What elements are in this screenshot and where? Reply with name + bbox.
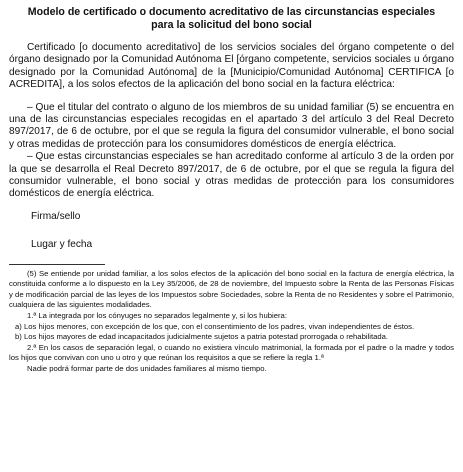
footnote-separator xyxy=(9,264,105,265)
place-date-label: Lugar y fecha xyxy=(31,239,93,251)
footnote-item-1: 1.ª La integrada por los cónyuges no separados legalmente y, si los hubiera: xyxy=(27,311,287,321)
footnote-item-1a: a) Los hijos menores, con excepción de los que, con el consentimiento de los padres, vivan independientes de éstos. xyxy=(15,321,415,331)
certificate-intro: Certificado [o documento acreditativo] de los servicios sociales del órgano competente o del órgano designado por la Comunidad Autónoma El [órgano competente, servicios sociales u órgano designado por la Comunidad Autónoma] de la [Municipio/Comunidad Autónoma] CERTIFICA [o ACREDITA], a los solos efectos de la aplicación del bono social en la factura eléctrica: xyxy=(9,42,454,91)
signature-label: Firma/sello xyxy=(31,210,81,222)
footnote-5: (5) Se entiende por unidad familiar, a los solos efectos de la aplicación del bono social en la factura de energía eléctrica, la constituida conforme a lo dispuesto en la Ley 35/2006, de 28 de noviembre, del Impuesto sobre la Renta de las Personas Físicas y de modificación parcial de las leyes de los Impuestos sobre Sociedades, sobre la Renta de no Residentes y sobre el Patrimonio, cualquiera de las siguientes modalidades. xyxy=(9,268,454,310)
footnote-item-1b: b) Los hijos mayores de edad incapacitados judicialmente sujetos a patria potestad prorrogada o rehabilitada. xyxy=(15,332,389,342)
clause-special-circumstances: – Que el titular del contrato o alguno de los miembros de su unidad familiar (5) se encuentra en una de las circunstancias especiales recogidas en el apartado 3 del artículo 3 del Real Decreto 897/2017, de 6 de octubre, por el que se regula la figura del consumidor vulnerable, el bono social y otras medidas de protección para los consumidores domésticos de energía eléctrica. xyxy=(9,101,454,150)
footnote-closing: Nadie podrá formar parte de dos unidades familiares al mismo tiempo. xyxy=(27,364,267,374)
title-line-1: Modelo de certificado o documento acreditativo de las circunstancias especiales xyxy=(27,6,436,18)
footnote-section xyxy=(9,269,454,375)
clause-accreditation: – Que estas circunstancias especiales se han acreditado conforme al artículo 3 de la orden por la que se desarrolla el Real Decreto 897/2017, de 6 de octubre, por el que se regula la figura del consumidor vulnerable, el bono social y otras medidas de protección para los consumidores domésticos de energía eléctrica. xyxy=(9,151,454,200)
title-line-2: para la solicitud del bono social xyxy=(151,19,312,31)
footnote-item-2: 2.ª En los casos de separación legal, o cuando no existiera vínculo matrimonial, la formada por el padre o la madre y todos los hijos que convivan con uno u otro y que reúnan los requisitos a que se refiere la regla 1.ª xyxy=(9,342,454,363)
document-title xyxy=(9,6,454,32)
